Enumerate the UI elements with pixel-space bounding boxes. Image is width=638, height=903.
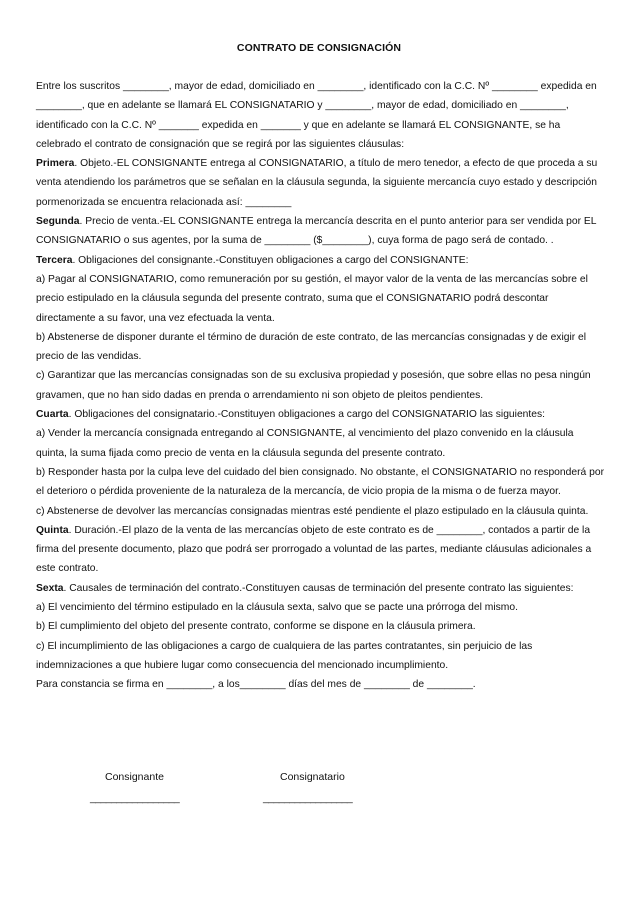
clause-heading: Tercera bbox=[36, 254, 73, 266]
clause-sexta bbox=[36, 579, 606, 598]
closing-paragraph bbox=[36, 675, 606, 694]
clause-text: b) Abstenerse de disponer durante el término de duración de este contrato, de las mercancías consignadas y de exigir el precio de las vendidas. bbox=[36, 331, 587, 363]
clause-heading: Primera bbox=[36, 158, 75, 170]
clause-item bbox=[36, 328, 606, 367]
signature-label-consignatario: Consignatario bbox=[280, 771, 345, 783]
clause-text: . Objeto.-EL CONSIGNANTE entrega al CONSIGNATARIO, a título de mero tenedor, a efecto de que proceda a su venta atendiendo los parámetros que se señalan en la cláusula segunda, la siguiente mercancía cuyo estado y descripción pormenorizada se encuentra relacionada así: ________ bbox=[36, 158, 598, 208]
clause-quinta bbox=[36, 521, 606, 579]
clause-item bbox=[36, 617, 606, 636]
clause-item bbox=[36, 270, 606, 328]
signature-label-consignante: Consignante bbox=[105, 771, 164, 783]
clause-text: c) El incumplimiento de las obligaciones a cargo de cualquiera de las partes contratantes, sin perjuicio de las indemnizaciones a que hubiere lugar como consecuencia del mencionado incumplimiento. bbox=[36, 640, 533, 671]
clause-heading: Sexta bbox=[36, 582, 64, 594]
signature-line-consignante: _________________ bbox=[90, 792, 180, 804]
clause-text: Para constancia se firma en ________, a los________ días del mes de ________ de ________. bbox=[36, 679, 476, 691]
clause-text: a) Pagar al CONSIGNATARIO, como remuneración por su gestión, el mayor valor de la venta de las mercancías sobre el precio estipulado en la cláusula segunda del presente contrato, suma que el CONSIGNATARIO podrá descontar directamente a su favor, una vez efectuada la venta. bbox=[36, 273, 588, 324]
clause-item bbox=[36, 463, 606, 502]
clause-text: b) Responder hasta por la culpa leve del cuidado del bien consignado. No obstante, el CONSIGNATARIO no responderá por el deterioro o pérdida proveniente de la naturaleza de la mercancía, de vicio propia de la misma o de fuerza mayor. bbox=[36, 466, 604, 498]
clause-text: a) El vencimiento del término estipulado en la cláusula sexta, salvo que se pacte una prórroga del mismo. bbox=[36, 602, 518, 614]
document-body bbox=[36, 77, 606, 695]
clause-primera bbox=[36, 154, 606, 212]
document-title: CONTRATO DE CONSIGNACIÓN bbox=[236, 42, 402, 54]
clause-text: c) Garantizar que las mercancías consignadas son de su exclusiva propiedad y posesión, que sobre ellas no pesa ningún gravamen, que no han sido dadas en prenda o arrendamiento ni son objeto de pleitos pendientes. bbox=[36, 370, 591, 401]
clause-text: c) Abstenerse de devolver las mercancías consignadas mientras esté pendiente el plazo estipulado en la cláusula quinta. bbox=[36, 505, 589, 517]
clause-text: . Causales de terminación del contrato.-Constituyen causas de terminación del presente contrato las siguientes: bbox=[63, 582, 574, 594]
clause-text: . Obligaciones del consignante.-Constituyen obligaciones a cargo del CONSIGNANTE: bbox=[72, 254, 469, 266]
clause-heading: Quinta bbox=[36, 524, 69, 536]
clause-text: a) Vender la mercancía consignada entregando al CONSIGNANTE, al vencimiento del plazo convenido en la cláusula quinta, la suma fijada como precio de venta en la cláusula segunda del presente contrato. bbox=[36, 428, 574, 459]
clause-heading: Segunda bbox=[36, 216, 80, 228]
clause-item bbox=[36, 598, 606, 617]
intro-paragraph: Entre los suscritos ________, mayor de edad, domiciliado en ________, identificado con la C.C. Nº ________ expedida en ________, que en adelante se llamará EL CONSIGNATARIO y ________, mayor de edad, domiciliado en ________, identificado con la C.C. Nº _______ expedida en _______ y que en adelante se llamará EL CONSIGNANTE, se ha celebrado el contrato de consignación que se regirá por las siguientes cláusulas: bbox=[36, 81, 597, 150]
clause-tercera bbox=[36, 251, 606, 270]
clause-item bbox=[36, 502, 606, 521]
clause-item bbox=[36, 424, 606, 463]
signature-line-consignatario: _________________ bbox=[263, 792, 353, 804]
clause-heading: Cuarta bbox=[36, 409, 69, 421]
clause-cuarta bbox=[36, 405, 606, 424]
clause-text: b) El cumplimiento del objeto del presente contrato, conforme se dispone en la cláusula primera. bbox=[36, 621, 476, 633]
clause-item bbox=[36, 637, 606, 676]
clause-segunda bbox=[36, 212, 606, 251]
clause-text: . Precio de venta.-EL CONSIGNANTE entrega la mercancía descrita en el punto anterior para ser vendida por EL CONSIGNATARIO o sus agentes, por la suma de ________ ($________), cuya forma de pago será de contado. . bbox=[36, 216, 597, 247]
clause-item bbox=[36, 366, 606, 405]
clause-text: . Obligaciones del consignatario.-Constituyen obligaciones a cargo del CONSIGNATARIO las siguientes: bbox=[68, 409, 545, 421]
clause-text: . Duración.-El plazo de la venta de las mercancías objeto de este contrato es de ________, contados a partir de la firma del presente documento, plazo que podrá ser prorrogado a voluntad de las partes, mediante cláusulas adicionales a este contrato. bbox=[36, 524, 592, 575]
